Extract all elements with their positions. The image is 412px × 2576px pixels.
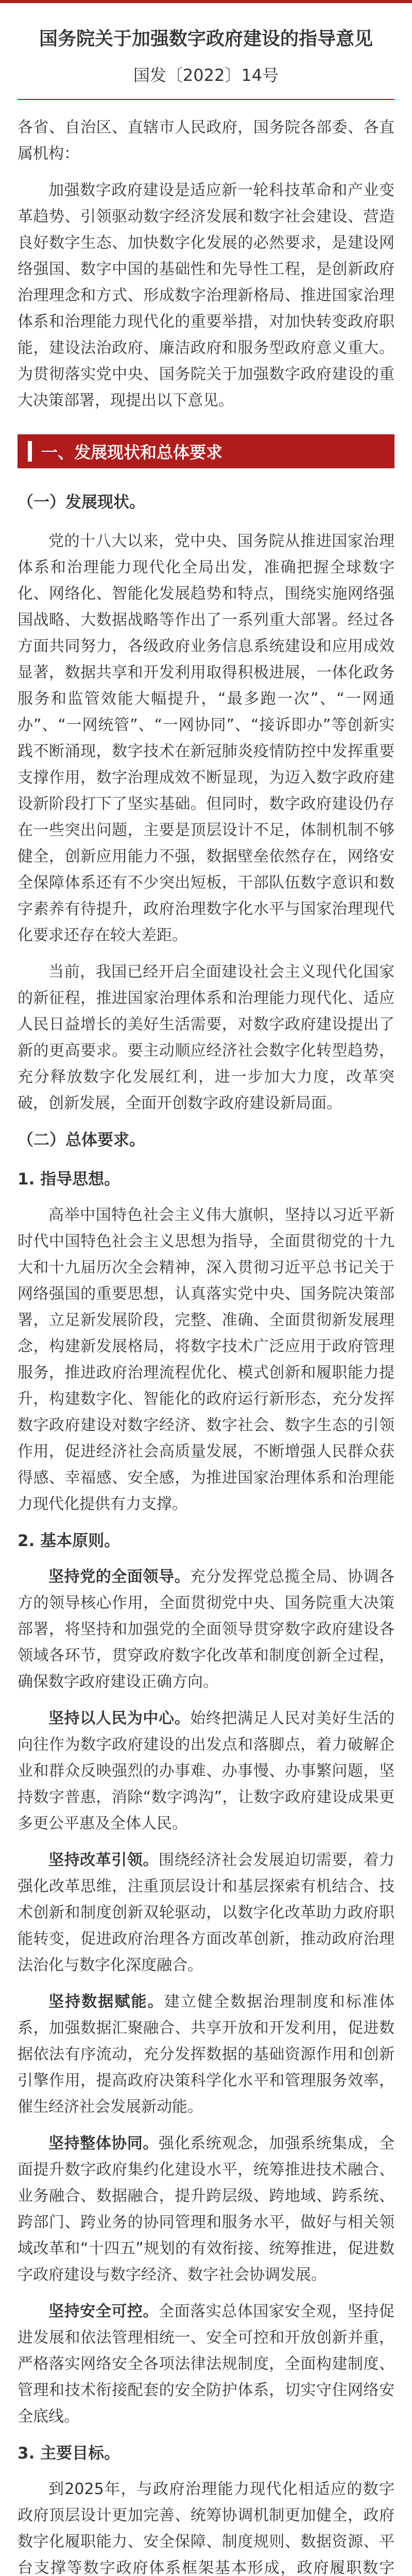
guiding-ideology-paragraph: 高举中国特色社会主义伟大旗帜，坚持以习近平新时代中国特色社会主义思想为指导，全面贯彻党的十九大和十九届历次全会精神，深入贯彻习近平总书记关于网络强国的重要思想，认真落实党中央、国务院决策部署，立足新发展阶段，完整、准确、全面贯彻新发展理念，构建新发展格局，将数字技术广泛应用于政府管理服务，推进政府治理流程优化、模式创新和履职能力提升，构建数字化、智能化的政府运行新形态，充分发挥数字政府建设对数字经济、数字社会、数字生态的引领作用，促进经济社会高质量发展，不断增强人民群众获得感、幸福感、安全感，为推进国家治理体系和治理能力现代化提供有力支撑。 [18,1206,394,1513]
salutation: 各省、自治区、直辖市人民政府，国务院各部委、各直属机构： [18,118,394,163]
intro-paragraph: 加强数字政府建设是适应新一轮科技革命和产业变革趋势、引领驱动数字经济发展和数字社会建设、营造良好数字生态、加快数字化发展的必然要求，是建设网络强国、数字中国的基础性和先导性工程，是创新政府治理理念和方式、形成数字治理新格局、推进国家治理体系和治理能力现代化的重要举措，对加快转变政府职能，建设法治政府、廉洁政府和服务型政府意义重大。为贯彻落实党中央、国务院关于加强数字政府建设的重大决策部署，现提出以下意见。 [18,181,394,410]
principle-lead: 坚持改革引领。 [48,1851,159,1869]
principle-paragraph [18,1705,394,1837]
heading-basic-principles: 2. 基本原则。 [18,1532,121,1550]
top-frame-line [0,0,412,3]
section-banner-1 [18,434,394,468]
principle-text: 围绕经济社会发展迫切需要，着力强化改革思维，注重顶层设计和基层探索有机结合、技术创新和制度创新双轮驱动，以数字化改革助力政府职能转变，促进政府治理各方面改革创新，推动政府治理法治化与数字化深度融合。 [18,1851,394,1974]
principle-lead: 坚持整体协同。 [48,2134,159,2153]
principle-text: 始终把满足人民对美好生活的向往作为数字政府建设的出发点和落脚点，着力破解企业和群众反映强烈的办事难、办事慢、办事繁问题，坚持数字普惠，消除“数字鸿沟”，让数字政府建设成果更多更公平惠及全体人民。 [18,1709,395,1833]
banner-accent-bar [28,441,32,462]
principle-paragraph [18,2130,394,2288]
principle-text: 全面落实总体国家安全观，坚持促进发展和依法管理相统一、安全可控和开放创新并重，严格落实网络安全各项法律法规制度，全面构建制度、管理和技术衔接配套的安全防护体系，切实守住网络安全底线。 [18,2302,394,2426]
goal-paragraph-2025: 到2025年，与政府治理能力现代化相适应的数字政府顶层设计更加完善、统筹协调机制更加健全，政府数字化履职能力、安全保障、制度规则、数据资源、平台支撑等数字政府体系框架基本形成，政府履职数字 [18,2480,394,2576]
document-number: 国发〔2022〕14号 [133,65,279,85]
status-paragraph-2: 当前，我国已经开启全面建设社会主义现代化国家的新征程，推进国家治理体系和治理能力现代化、适应人民日益增长的美好生活需要，对数字政府建设提出了新的更高要求。要主动顺应经济社会数字化转型趋势，充分释放数字化发展红利，进一步加大力度，改革突破，创新发展，全面开创数字政府建设新局面。 [18,963,394,1112]
principle-lead: 坚持安全可控。 [48,2302,159,2320]
principle-paragraph [18,1989,394,2120]
principle-lead: 坚持数据赋能。 [48,1993,164,2011]
principle-text: 建立健全数据治理制度和标准体系，加强数据汇聚融合、共享开放和开发利用，促进数据依法有序流动，充分发挥数据的基础资源作用和创新引擎作用，提高政府决策科学化水平和管理服务效率，催生经济社会发展新动能。 [18,1993,395,2116]
heading-main-goals: 3. 主要目标。 [18,2444,121,2463]
subsection-heading-status: （一）发展现状。 [18,493,145,512]
section-banner-label: 一、发展现状和总体要求 [41,443,223,462]
heading-guiding-ideology: 1. 指导思想。 [18,1170,121,1189]
principle-paragraph [18,1564,394,1695]
principle-paragraph [18,2298,394,2430]
status-paragraph-1: 党的十八大以来，党中央、国务院从推进国家治理体系和治理能力现代化全局出发，准确把握全球数字化、网络化、智能化发展趋势和特点，围绕实施网络强国战略、大数据战略等作出了一系列重大部署。经过各方面共同努力，各级政府业务信息系统建设和应用成效显著，数据共享和开发利用取得积极进展，一体化政务服务和监管效能大幅提升，“最多跑一次”、“一网通办”、“一网统管”、“一网协同”、“接诉即办”等创新实践不断涌现，数字技术在新冠肺炎疫情防控中发挥重要支撑作用，数字治理成效不断显现，为迈入数字政府建设新阶段打下了坚实基础。但同时，数字政府建设仍存在一些突出问题，主要是顶层设计不足，体制机制不够健全，创新应用能力不强，数据壁垒依然存在，网络安全保障体系还有不少突出短板，干部队伍数字意识和数字素养有待提升，政府治理数字化水平与国家治理现代化要求还存在较大差距。 [18,532,394,944]
document-title: 国务院关于加强数字政府建设的指导意见 [39,28,373,49]
principle-text: 充分发挥党总揽全局、协调各方的领导核心作用，全面贯彻党中央、国务院重大决策部署，将坚持和加强党的全面领导贯穿数字政府建设各领域各环节，贯穿政府数字化改革和制度创新全过程，确保数字政府建设正确方向。 [18,1568,395,1691]
principle-text: 强化系统观念，加强系统集成，全面提升数字政府集约化建设水平，统筹推进技术融合、业务融合、数据融合，提升跨层级、跨地域、跨系统、跨部门、跨业务的协同管理和服务水平，做好与相关领域改革和“十四五”规划的有效衔接、统筹推进，促进数字政府建设与数字经济、数字社会协调发展。 [18,2134,394,2284]
title-divider [18,99,394,100]
principle-lead: 坚持党的全面领导。 [48,1568,191,1586]
principle-paragraph [18,1847,394,1978]
principle-lead: 坚持以人民为中心。 [48,1709,191,1727]
subsection-heading-requirements: （二）总体要求。 [18,1131,145,1149]
